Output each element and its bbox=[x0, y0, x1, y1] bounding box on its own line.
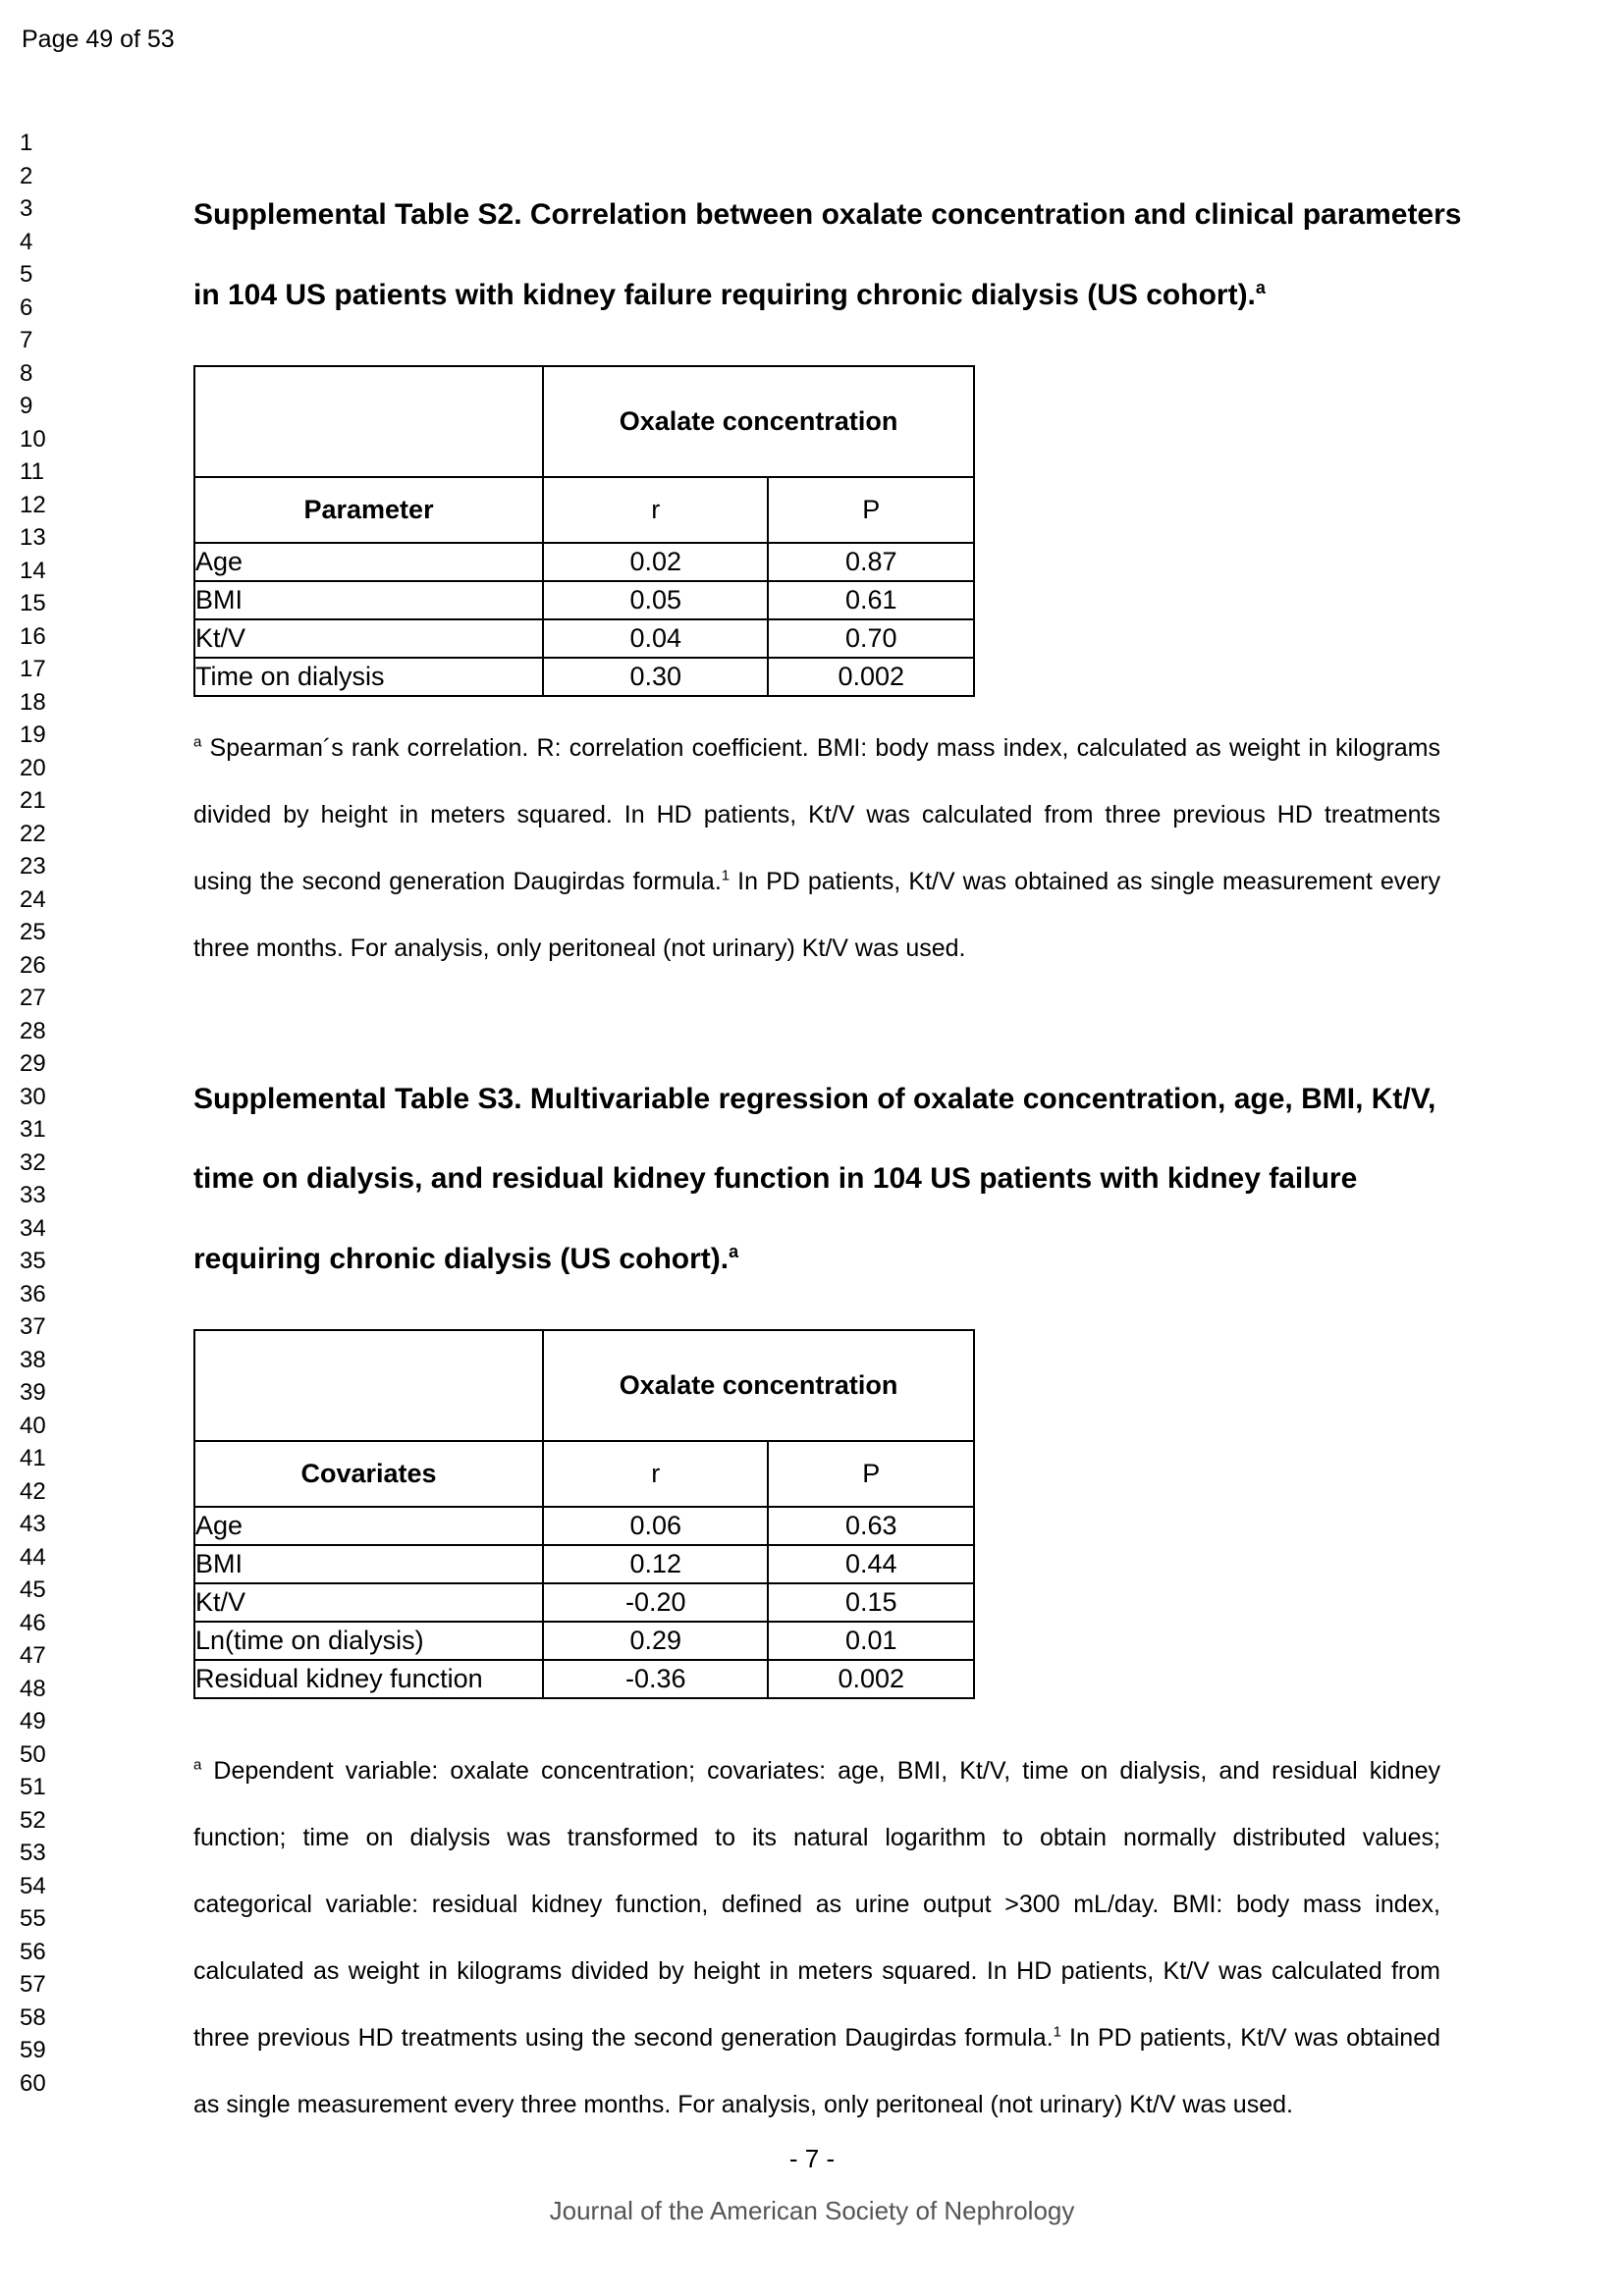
r-value: 0.12 bbox=[543, 1545, 768, 1583]
p-value: 0.002 bbox=[768, 1660, 974, 1698]
line-number: 37 bbox=[20, 1313, 46, 1340]
line-number: 54 bbox=[20, 1872, 46, 1899]
p-value: 0.44 bbox=[768, 1545, 974, 1583]
table-s3 bbox=[193, 1329, 975, 1699]
r-value: 0.04 bbox=[543, 619, 768, 658]
line-number: 24 bbox=[20, 885, 46, 913]
column-header-r: r bbox=[543, 1441, 768, 1507]
line-number: 52 bbox=[20, 1806, 46, 1834]
line-number: 41 bbox=[20, 1445, 46, 1471]
footnote-marker: a bbox=[729, 1242, 739, 1261]
p-value: 0.70 bbox=[768, 619, 974, 658]
column-header-p: P bbox=[768, 1441, 974, 1507]
line-number: 33 bbox=[20, 1182, 46, 1208]
line-number: 3 bbox=[20, 195, 33, 222]
line-number: 19 bbox=[20, 721, 46, 748]
line-number: 38 bbox=[20, 1346, 46, 1373]
table-row bbox=[194, 581, 974, 619]
r-value: 0.30 bbox=[543, 658, 768, 696]
empty-header-cell bbox=[194, 366, 543, 477]
line-number: 26 bbox=[20, 951, 46, 979]
row-label: Kt/V bbox=[194, 619, 543, 658]
line-number: 25 bbox=[20, 919, 46, 945]
line-number: 14 bbox=[20, 557, 46, 584]
column-header-parameter: Parameter bbox=[194, 477, 543, 543]
table-s2 bbox=[193, 365, 975, 697]
line-number: 5 bbox=[20, 261, 33, 288]
line-number: 35 bbox=[20, 1248, 46, 1274]
line-number: 49 bbox=[20, 1708, 46, 1735]
line-number: 9 bbox=[20, 393, 33, 419]
column-header-r: r bbox=[543, 477, 768, 543]
empty-header-cell bbox=[194, 1330, 543, 1441]
table-row bbox=[194, 1583, 974, 1622]
line-number: 40 bbox=[20, 1412, 46, 1439]
line-number: 23 bbox=[20, 853, 46, 880]
line-number: 28 bbox=[20, 1017, 46, 1044]
row-label: Ln(time on dialysis) bbox=[194, 1622, 543, 1660]
column-header-p: P bbox=[768, 477, 974, 543]
line-number: 8 bbox=[20, 359, 33, 387]
line-number: 57 bbox=[20, 1971, 46, 1998]
r-value: 0.05 bbox=[543, 581, 768, 619]
p-value: 0.61 bbox=[768, 581, 974, 619]
line-number: 20 bbox=[20, 754, 46, 781]
row-label: BMI bbox=[194, 581, 543, 619]
line-number: 51 bbox=[20, 1774, 46, 1800]
line-number: 27 bbox=[20, 985, 46, 1011]
line-number: 39 bbox=[20, 1379, 46, 1406]
row-label: BMI bbox=[194, 1545, 543, 1583]
table-row bbox=[194, 1507, 974, 1545]
table-row bbox=[194, 1660, 974, 1698]
line-numbers bbox=[20, 127, 59, 2100]
line-number: 48 bbox=[20, 1675, 46, 1702]
p-value: 0.01 bbox=[768, 1622, 974, 1660]
line-number: 22 bbox=[20, 820, 46, 847]
line-number: 13 bbox=[20, 524, 46, 551]
reference-marker: 1 bbox=[721, 867, 731, 884]
group-header: Oxalate concentration bbox=[543, 1330, 974, 1441]
line-number: 43 bbox=[20, 1511, 46, 1537]
p-value: 0.63 bbox=[768, 1507, 974, 1545]
line-number: 59 bbox=[20, 2037, 46, 2063]
footnote-marker: a bbox=[1255, 278, 1266, 297]
table-row bbox=[194, 543, 974, 581]
line-number: 16 bbox=[20, 622, 46, 650]
line-number: 60 bbox=[20, 2069, 46, 2097]
line-number: 58 bbox=[20, 2003, 46, 2031]
line-number: 53 bbox=[20, 1840, 46, 1866]
journal-name: Journal of the American Society of Nephrology bbox=[549, 2196, 1075, 2225]
table-s2-title-line2: in 104 US patients with kidney failure requiring chronic dialysis (US cohort).$^a$ bbox=[193, 278, 1266, 311]
line-number: 1 bbox=[20, 130, 33, 156]
row-label: Residual kidney function bbox=[194, 1660, 543, 1698]
group-header: Oxalate concentration bbox=[543, 366, 974, 477]
line-number: 12 bbox=[20, 491, 46, 518]
p-value: 0.002 bbox=[768, 658, 974, 696]
line-number: 11 bbox=[20, 458, 44, 485]
line-number: 30 bbox=[20, 1083, 46, 1110]
table-row bbox=[194, 1545, 974, 1583]
r-value: -0.20 bbox=[543, 1583, 768, 1622]
p-value: 0.87 bbox=[768, 543, 974, 581]
row-label: Age bbox=[194, 1507, 543, 1545]
table-s2-title-line1: Supplemental Table S2. Correlation between oxalate concentration and clinical parameters bbox=[193, 198, 1462, 231]
line-number: 15 bbox=[20, 590, 46, 616]
row-label: Age bbox=[194, 543, 543, 581]
line-number: 34 bbox=[20, 1214, 46, 1242]
line-number: 2 bbox=[20, 162, 33, 189]
line-number: 47 bbox=[20, 1642, 46, 1669]
reference-marker: 1 bbox=[1053, 2023, 1062, 2041]
line-number: 4 bbox=[20, 228, 33, 255]
footnote-marker: a bbox=[193, 1756, 202, 1774]
line-number: 46 bbox=[20, 1609, 46, 1636]
line-number: 6 bbox=[20, 294, 33, 321]
column-header-covariates: Covariates bbox=[194, 1441, 543, 1507]
table-row bbox=[194, 619, 974, 658]
row-label: Time on dialysis bbox=[194, 658, 543, 696]
line-number: 45 bbox=[20, 1576, 46, 1603]
line-number: 42 bbox=[20, 1477, 46, 1505]
line-number: 56 bbox=[20, 1938, 46, 1965]
table-row bbox=[194, 1622, 974, 1660]
table-row bbox=[194, 658, 974, 696]
r-value: 0.06 bbox=[543, 1507, 768, 1545]
line-number: 44 bbox=[20, 1543, 46, 1571]
line-number: 17 bbox=[20, 656, 46, 682]
line-number: 10 bbox=[20, 425, 46, 453]
line-number: 7 bbox=[20, 327, 33, 353]
line-number: 36 bbox=[20, 1280, 46, 1308]
r-value: -0.36 bbox=[543, 1660, 768, 1698]
row-label: Kt/V bbox=[194, 1583, 543, 1622]
p-value: 0.15 bbox=[768, 1583, 974, 1622]
page-number: - 7 - bbox=[788, 2144, 836, 2173]
r-value: 0.02 bbox=[543, 543, 768, 581]
line-number: 32 bbox=[20, 1148, 46, 1176]
line-number: 21 bbox=[20, 787, 46, 814]
line-number: 18 bbox=[20, 688, 46, 716]
line-number: 29 bbox=[20, 1050, 46, 1077]
r-value: 0.29 bbox=[543, 1622, 768, 1660]
footnote-marker: a bbox=[193, 733, 202, 751]
line-number: 50 bbox=[20, 1740, 46, 1768]
page-header: Page 49 of 53 bbox=[22, 26, 175, 53]
line-number: 55 bbox=[20, 1905, 46, 1932]
line-number: 31 bbox=[20, 1116, 46, 1143]
